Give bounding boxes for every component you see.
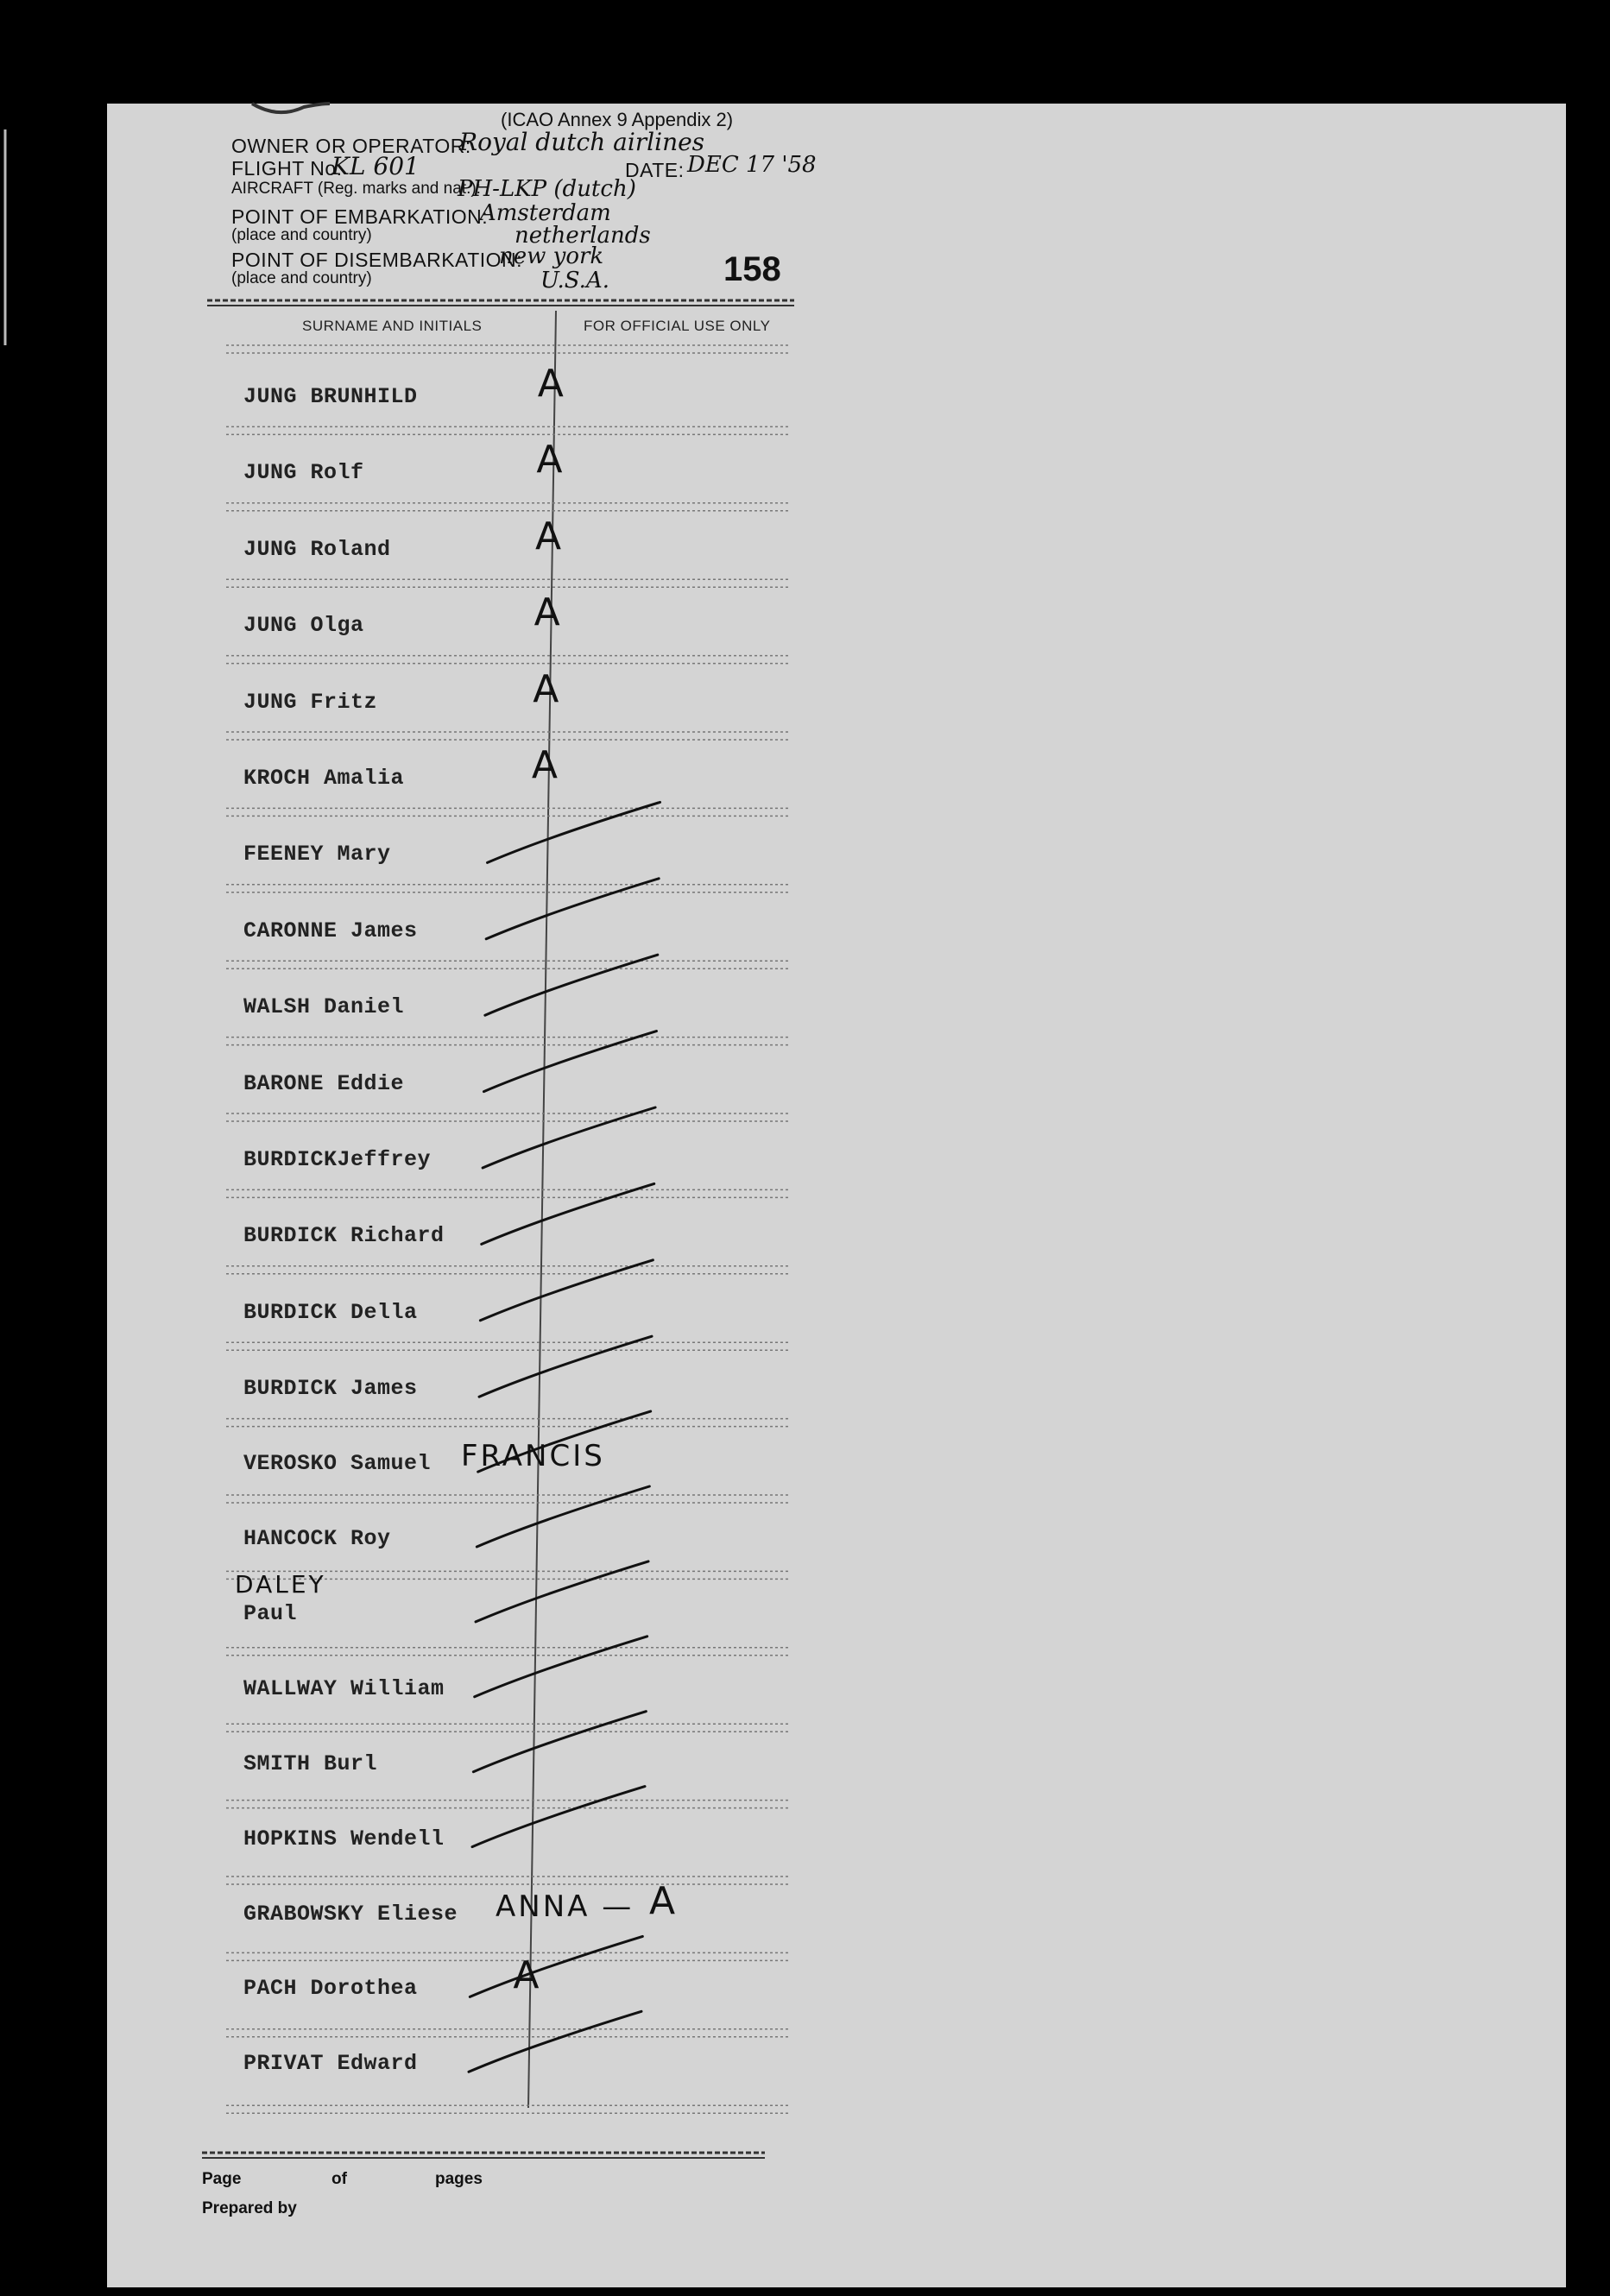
- passenger-name: JUNG BRUNHILD: [243, 384, 418, 409]
- passenger-name: GRABOWSKY Eliese: [243, 1901, 458, 1927]
- aircraft-label: AIRCRAFT (Reg. marks and nat.):: [231, 180, 481, 198]
- passenger-name: SMITH Burl: [243, 1750, 378, 1776]
- passenger-name: VEROSKO Samuel: [243, 1451, 432, 1477]
- footer-pages-label: pages: [435, 2170, 483, 2188]
- passenger-name: JUNG Rolf: [243, 460, 364, 486]
- owner-label: OWNER OR OPERATOR:: [231, 135, 471, 157]
- footer-of-label: of: [331, 2170, 347, 2188]
- handwritten-annotation: ANNA —: [496, 1889, 635, 1924]
- flight-value: KL 601: [331, 152, 420, 180]
- annex-reference: (ICAO Annex 9 Appendix 2): [501, 109, 734, 130]
- official-mark-a: A: [513, 1953, 540, 1998]
- date-value: DEC 17 '58: [687, 152, 817, 178]
- passenger-name: BURDICKJeffrey: [243, 1147, 432, 1172]
- column-header-surname: SURNAME AND INITIALS: [302, 318, 483, 334]
- page-number: 158: [723, 250, 781, 288]
- passenger-name: BARONE Eddie: [243, 1070, 405, 1096]
- official-mark-a: A: [534, 590, 560, 635]
- passenger-name: KROCH Amalia: [243, 766, 405, 791]
- embarkation-value-2: netherlands: [515, 223, 651, 249]
- disembarkation-value-1: new york: [499, 243, 604, 269]
- official-mark-a: A: [531, 743, 558, 787]
- official-mark-a: A: [533, 666, 559, 711]
- handwritten-annotation: DALEY: [235, 1569, 326, 1599]
- official-mark-a: A: [536, 438, 563, 483]
- embarkation-value-1: Amsterdam: [480, 200, 611, 226]
- passenger-name: CARONNE James: [243, 918, 418, 943]
- column-header-official: FOR OFFICIAL USE ONLY: [584, 318, 771, 334]
- passenger-name: JUNG Olga: [243, 613, 364, 639]
- disembarkation-sub: (place and country): [231, 269, 372, 287]
- aircraft-value: PH-LKP (dutch): [458, 176, 636, 202]
- embarkation-sub: (place and country): [231, 226, 372, 244]
- passenger-name: HANCOCK Roy: [243, 1526, 391, 1551]
- passenger-name: PRIVAT Edward: [243, 2051, 418, 2077]
- date-label: DATE:: [625, 159, 685, 181]
- passenger-name: WALLWAY William: [243, 1675, 445, 1701]
- passenger-name: BURDICK Richard: [243, 1223, 445, 1249]
- passenger-name: JUNG Fritz: [243, 689, 378, 715]
- disembarkation-label: POINT OF DISEMBARKATION:: [231, 249, 523, 271]
- owner-value: Royal dutch airlines: [459, 128, 705, 156]
- flight-label: FLIGHT No.: [231, 157, 343, 180]
- passenger-name: Paul: [243, 1600, 298, 1626]
- official-mark-a: A: [534, 514, 562, 558]
- passenger-name: BURDICK James: [243, 1376, 418, 1402]
- passenger-name: WALSH Daniel: [243, 994, 405, 1020]
- footer-page-label: Page: [202, 2170, 242, 2188]
- passenger-name: BURDICK Della: [243, 1299, 418, 1325]
- disembarkation-value-2: U.S.A.: [540, 268, 609, 293]
- passenger-name: HOPKINS Wendell: [243, 1826, 445, 1851]
- official-mark-a: A: [537, 362, 564, 406]
- passenger-name: JUNG Roland: [243, 536, 391, 562]
- passenger-name: PACH Dorothea: [243, 1976, 418, 2002]
- handwritten-annotation: FRANCIS: [461, 1439, 605, 1474]
- official-mark-a: A: [649, 1878, 676, 1923]
- passenger-name: FEENEY Mary: [243, 842, 391, 867]
- embarkation-label: POINT OF EMBARKATION:: [231, 205, 489, 228]
- footer-prepared-label: Prepared by: [202, 2199, 297, 2217]
